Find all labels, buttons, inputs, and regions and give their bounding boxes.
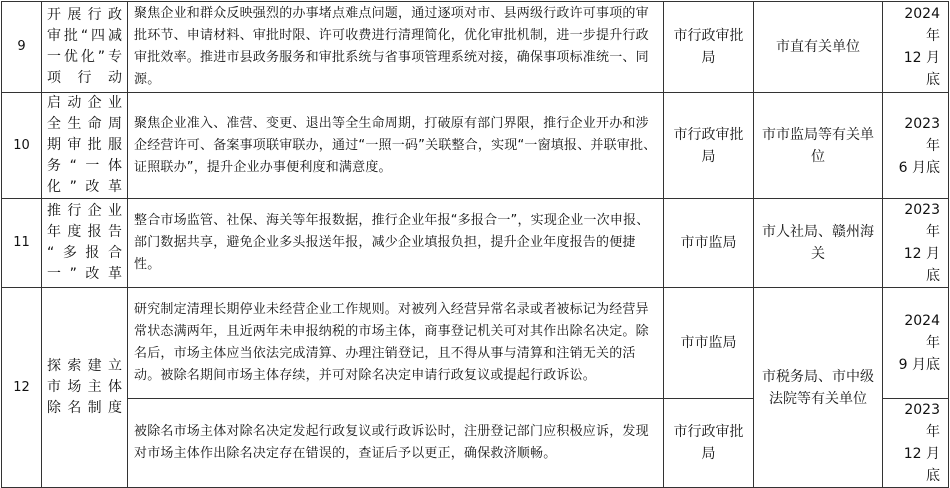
item-content: 被除名市场主体对除名决定发起行政复议或行政诉讼时，注册登记部门应积极应诉，发现对市场主体作出除名决定存在错误的，查证后予以更正，确保救济顺畅。 (128, 399, 664, 488)
item-name: 推行企业 年度报告 “多报合 一”改革 (42, 199, 128, 288)
cooperating-units: 市税务局、市中级 法院等有关单位 (754, 288, 883, 488)
lead-department: 市行政审批 局 (664, 2, 754, 93)
item-name: 探索建立 市场主体 除名制度 (42, 288, 128, 488)
lead-department: 市行政审批 局 (664, 399, 754, 488)
item-content: 聚焦企业和群众反映强烈的办事堵点难点问题，通过逐项对市、县两级行政许可事项的审批环节、申请材料、审批时限、许可收费进行清理简化，优化审批机制，进一步提升行政审批效率。推进市县政务服务和审批系统与省事项管理系统对接，确保事项标准统一、同源。 (128, 2, 664, 93)
row-number: 12 (2, 288, 42, 488)
item-content: 聚焦企业准入、准营、变更、退出等全生命周期，打破原有部门界限，推行企业开办和涉企经营许可、备案事项联审联办，通过“一照一码”关联整合，实现“一窗填报、并联审批、证照联办”，提升企业办事便利度和满意度。 (128, 93, 664, 199)
deadline: 2024 年 12 月底 (883, 2, 949, 93)
task-table (1, 1, 949, 488)
deadline: 2024 年 9 月底 (883, 288, 949, 399)
cooperating-units: 市市监局等有关单 位 (754, 93, 883, 199)
row-number: 11 (2, 199, 42, 288)
row-number: 9 (2, 2, 42, 93)
table-row (2, 2, 949, 93)
item-name: 开展行政 审批“四减 一优化”专 项行动 (42, 2, 128, 93)
deadline: 2023 年 12 月底 (883, 399, 949, 488)
lead-department: 市行政审批 局 (664, 93, 754, 199)
item-content: 整合市场监管、社保、海关等年报数据，推行企业年报“多报合一”，实现企业一次申报、部门数据共享，避免企业多头报送年报，减少企业填报负担，提升企业年度报告的便捷性。 (128, 199, 664, 288)
deadline: 2023 年 12 月底 (883, 199, 949, 288)
table-row (2, 288, 949, 399)
item-name: 启动企业 全生命周 期审批服 务“一体 化”改革 (42, 93, 128, 199)
item-content: 研究制定清理长期停业未经营企业工作规则。对被列入经营异常名录或者被标记为经营异常状态满两年，且近两年未申报纳税的市场主体，商事登记机关可对其作出除名决定。除名后，市场主体应当依法完成清算、办理注销登记，且不得从事与清算和注销无关的活动。被除名期间市场主体存续，并可对除名决定申请行政复议或提起行政诉讼。 (128, 288, 664, 399)
lead-department: 市市监局 (664, 288, 754, 399)
row-number: 10 (2, 93, 42, 199)
table-row (2, 93, 949, 199)
deadline: 2023 年 6 月底 (883, 93, 949, 199)
lead-department: 市市监局 (664, 199, 754, 288)
cooperating-units: 市直有关单位 (754, 2, 883, 93)
cooperating-units: 市人社局、赣州海 关 (754, 199, 883, 288)
table-row (2, 199, 949, 288)
